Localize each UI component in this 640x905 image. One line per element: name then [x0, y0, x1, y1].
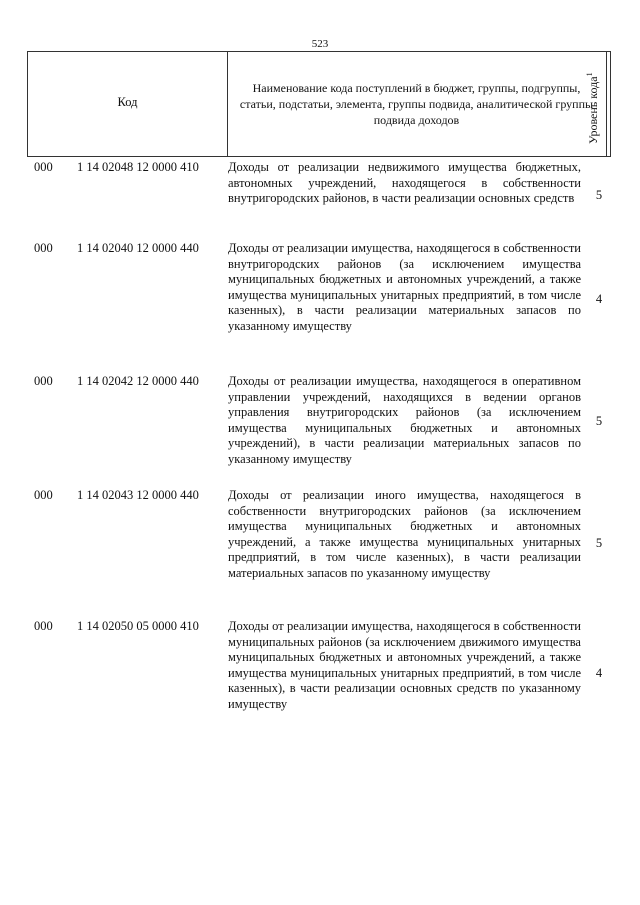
name-column-label: Наименование кода поступлений в бюджет, группы, подгруппы, статьи, подстатьи, элемента, группы подвида, аналитической группы подвида доходов: [239, 81, 594, 127]
group-code: 000: [34, 241, 53, 255]
revenue-code: 1 14 02043 12 0000 440: [77, 488, 199, 502]
revenue-code: 1 14 02050 05 0000 410: [77, 619, 199, 633]
group-code: 000: [34, 160, 53, 174]
name-column-header: [227, 52, 607, 156]
level-column-label: [585, 72, 601, 144]
group-code: 000: [34, 488, 53, 502]
code-level: 4: [595, 292, 603, 306]
page-number: 523: [311, 38, 329, 50]
revenue-name: Доходы от реализации иного имущества, находящегося в собственности внутригородских районов (за исключением имущества муниципальных бюджетных и автономных учреждений, а также имущества муниципальных унитарных предприятий, в том числе казенных), в части реализации материальных запасов по указанному имуществу: [228, 488, 581, 580]
code-level: 5: [595, 414, 603, 428]
table-header: [27, 51, 611, 157]
code-column-header: [28, 52, 228, 156]
revenue-name: Доходы от реализации недвижимого имущества бюджетных, автономных учреждений, находящегося в собственности внутригородских районов, в части реализации основных средств: [228, 160, 581, 205]
revenue-code: 1 14 02042 12 0000 440: [77, 374, 199, 388]
level-column-text: Уровень кода: [586, 76, 600, 144]
group-code: 000: [34, 619, 53, 633]
code-level: 5: [595, 188, 603, 202]
code-column-label: Код: [117, 95, 138, 109]
code-level: 5: [595, 536, 603, 550]
level-footnote-mark: 1: [585, 72, 594, 77]
revenue-name: Доходы от реализации имущества, находящегося в оперативном управлении учреждений, находящихся в ведении органов управления внутригородских районов (за исключением имущества муниципальных бюджетных и автономных учреждений), в части реализации материальных запасов по указанному имуществу: [228, 374, 581, 466]
revenue-code: 1 14 02048 12 0000 410: [77, 160, 199, 174]
revenue-name: Доходы от реализации имущества, находящегося в собственности муниципальных районов (за исключением движимого имущества муниципальных бюджетных и автономных учреждений, а также имущества муниципальных унитарных предприятий, в том числе казенных), в части реализации основных средств по указанному имуществу: [228, 619, 581, 711]
level-column-header: [606, 52, 611, 156]
revenue-name: Доходы от реализации имущества, находящегося в собственности внутригородских районов (за исключением имущества муниципальных бюджетных и автономных учреждений, а также имущества муниципальных унитарных предприятий, в том числе казенных), в части реализации материальных запасов по указанному имуществу: [228, 241, 581, 333]
group-code: 000: [34, 374, 53, 388]
revenue-code: 1 14 02040 12 0000 440: [77, 241, 199, 255]
code-level: 4: [595, 666, 603, 680]
